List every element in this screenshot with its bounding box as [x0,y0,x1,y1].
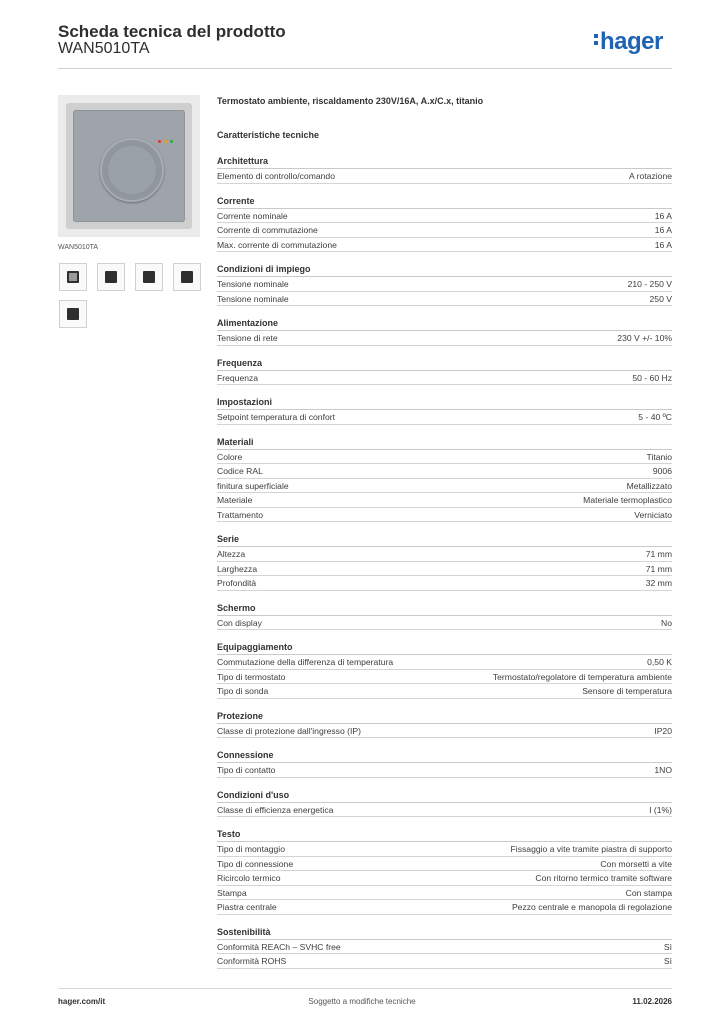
spec-label: Tipo di termostato [217,671,286,682]
thermostat-frame [73,110,185,222]
spec-group-title: Serie [217,533,672,547]
spec-value: Termostato/regolatore di temperatura ambiente [492,671,672,682]
spec-group-title: Connessione [217,749,672,763]
spec-value: 5 - 40 ºC [638,412,672,422]
spec-label: Materiale [217,495,253,505]
photo-caption: WAN5010TA [58,244,99,251]
spec-value: 16 A [654,239,672,250]
spec-row [217,724,672,739]
spec-row [217,223,672,238]
spec-value: 32 mm [645,578,672,588]
photo-plate [66,103,192,229]
hager-logo [594,28,663,56]
spec-label: Con display [217,617,262,628]
thumbnail-back[interactable] [135,263,163,291]
spec-group [217,396,672,425]
spec-group-title: Protezione [217,710,672,724]
thermostat-knob [100,138,164,202]
thumbnail-angle[interactable] [97,263,125,291]
spec-label: Tipo di contatto [217,765,276,775]
spec-group [217,263,672,306]
spec-value: Con morsetti a vite [600,858,672,869]
spec-row [217,331,672,346]
spec-row [217,684,672,699]
spec-row [217,763,672,778]
spec-label: Conformità REACh – SVHC free [217,941,341,952]
thumbnail-detail[interactable] [59,300,87,328]
spec-groups [217,155,672,969]
spec-group [217,155,672,184]
spec-row [217,238,672,253]
spec-value: 16 A [654,225,672,235]
spec-row [217,547,672,562]
spec-label: Tensione nominale [217,293,289,304]
spec-value: Pezzo centrale e manopola di regolazione [511,902,672,912]
spec-row [217,616,672,631]
spec-value: Sì [663,956,672,966]
spec-row [217,209,672,224]
spec-label: Elemento di controllo/comando [217,171,335,181]
spec-group [217,317,672,346]
spec-row [217,479,672,494]
footer-divider [58,988,672,989]
spec-row [217,576,672,591]
spec-label: Codice RAL [217,466,263,476]
product-code: WAN5010TA [58,40,150,57]
logo-dots-icon [594,31,599,48]
spec-row [217,277,672,292]
spec-group-title: Alimentazione [217,317,672,331]
spec-label: Max. corrente di commutazione [217,239,337,250]
spec-label: Ricircolo termico [217,873,281,883]
spec-group-title: Schermo [217,602,672,616]
spec-label: Piastra centrale [217,902,277,912]
spec-value: Sì [663,941,672,952]
spec-label: Classe di efficienza energetica [217,804,334,815]
spec-group [217,533,672,591]
spec-row [217,410,672,425]
spec-group [217,195,672,253]
page-title: Scheda tecnica del prodotto [58,22,286,41]
spec-group [217,710,672,739]
spec-row [217,857,672,872]
spec-row [217,655,672,670]
spec-value: 16 A [654,210,672,221]
spec-value: 210 - 250 V [627,279,672,289]
spec-label: Commutazione della differenza di temperatura [217,657,394,667]
spec-group [217,749,672,778]
led-red-icon [158,140,161,143]
spec-row [217,371,672,386]
spec-group-title: Testo [217,828,672,842]
spec-row [217,562,672,577]
spec-label: Tensione di rete [217,333,278,343]
spec-value: 230 V +/- 10% [617,333,672,343]
spec-value: 250 V [649,293,672,304]
led-amber-icon [164,140,167,143]
spec-value: Fissaggio a vite tramite piastra di supporto [510,844,672,854]
spec-group-title: Equipaggiamento [217,641,672,655]
spec-group-title: Architettura [217,155,672,169]
spec-group [217,926,672,969]
spec-row [217,871,672,886]
spec-row [217,900,672,915]
spec-label: Frequenza [217,372,259,383]
footer-note: Soggetto a modifiche tecniche [308,997,416,1006]
spec-value: Materiale termoplastico [583,495,672,505]
spec-value: Titanio [646,451,672,462]
spec-label: Tipo di montaggio [217,844,285,854]
spec-row [217,464,672,479]
led-green-icon [170,140,173,143]
spec-value: Sensore di temperatura [582,686,672,696]
spec-value: Con stampa [625,887,672,898]
spec-label: Setpoint temperatura di confort [217,412,335,422]
footer-site-link[interactable]: hager.com/it [58,997,106,1006]
spec-group [217,436,672,523]
spec-group-title: Materiali [217,436,672,450]
spec-label: Trattamento [217,509,264,520]
spec-value: A rotazione [629,171,672,181]
spec-value: 71 mm [645,549,672,559]
spec-value: Metallizzato [626,480,672,491]
logo-text: hager [600,28,663,55]
spec-label: Tensione nominale [217,279,289,289]
spec-label: Corrente di commutazione [217,225,318,235]
spec-label: Altezza [217,549,246,559]
spec-group-title: Impostazioni [217,396,672,410]
spec-value: Con ritorno termico tramite software [535,873,672,883]
spec-label: Tipo di sonda [217,686,269,696]
spec-group-title: Frequenza [217,357,672,371]
spec-group-title: Corrente [217,195,672,209]
thumbnail-side[interactable] [173,263,201,291]
spec-value: IP20 [654,725,672,736]
spec-value: 9006 [652,466,672,476]
spec-value: No [661,617,672,628]
spec-value: Verniciato [634,509,672,520]
spec-group-title: Sostenibilità [217,926,672,940]
spec-group [217,602,672,631]
spec-group [217,789,672,818]
spec-row [217,803,672,818]
spec-label: Colore [217,451,243,462]
spec-label: Profondità [217,578,257,588]
spec-label: finitura superficiale [217,480,289,491]
spec-row [217,292,672,307]
spec-group [217,828,672,915]
spec-value: I (1%) [649,804,672,815]
spec-label: Tipo di connessione [217,858,294,869]
spec-value: 0,50 K [647,657,672,667]
spec-row [217,940,672,955]
spec-row [217,842,672,857]
spec-row [217,450,672,465]
spec-row [217,886,672,901]
spec-label: Conformità ROHS [217,956,287,966]
thumbnail-front[interactable] [59,263,87,291]
spec-row [217,670,672,685]
spec-label: Classe di protezione dall'ingresso (IP) [217,725,361,736]
spec-group [217,357,672,386]
spec-group-title: Condizioni d'uso [217,789,672,803]
product-photo[interactable] [58,95,200,237]
spec-value: 50 - 60 Hz [632,372,672,383]
product-description: Termostato ambiente, riscaldamento 230V/16A, A.x/C.x, titanio [217,96,484,106]
header-divider [58,68,672,69]
spec-row [217,169,672,184]
specs-section [217,96,672,980]
spec-label: Stampa [217,887,247,898]
spec-label: Corrente nominale [217,210,288,221]
spec-group-title: Condizioni di impiego [217,263,672,277]
spec-value: 71 mm [645,563,672,574]
spec-label: Larghezza [217,563,258,574]
footer-date: 11.02.2026 [632,997,672,1006]
specs-title: Caratteristiche tecniche [217,130,320,140]
spec-row [217,493,672,508]
spec-row [217,508,672,523]
spec-value: 1NO [654,765,672,775]
spec-group [217,641,672,699]
spec-row [217,954,672,969]
